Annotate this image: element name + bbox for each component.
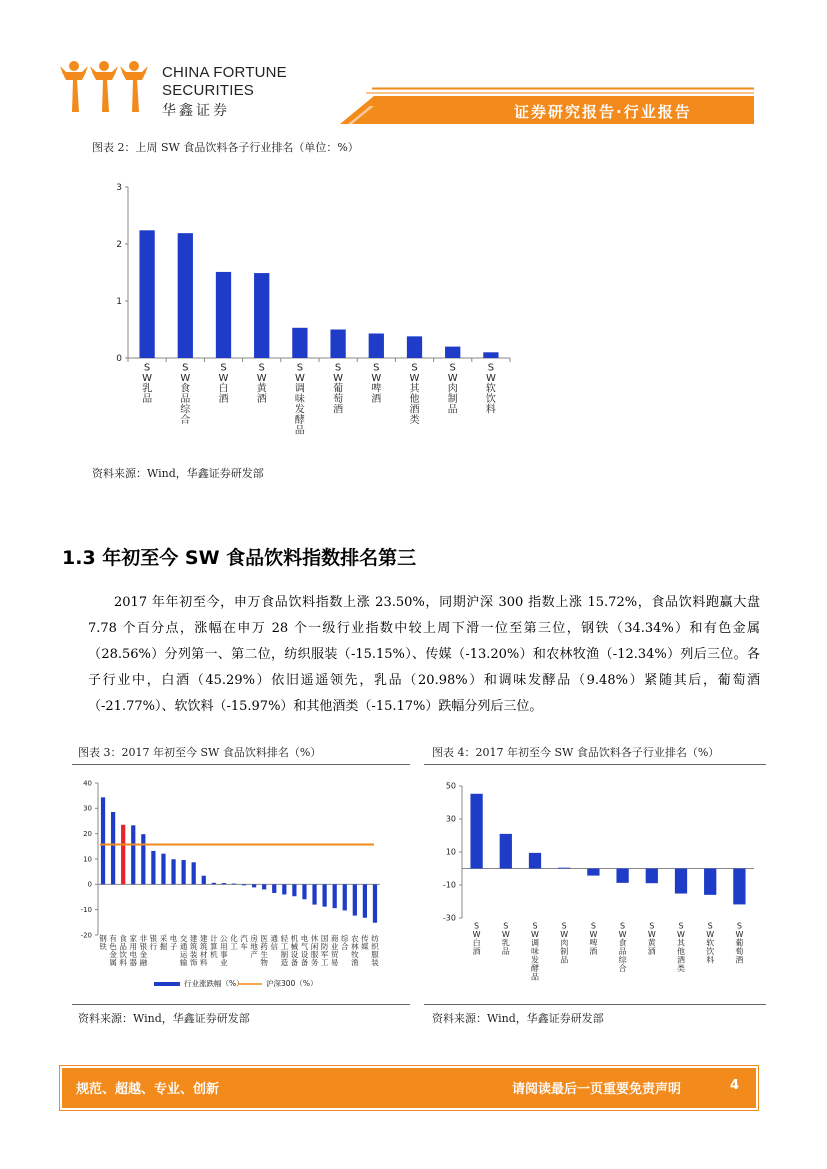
logo-figure-2	[90, 61, 118, 112]
bar	[333, 884, 337, 908]
bar	[272, 884, 276, 893]
bar	[232, 884, 236, 885]
x-tick-label: S W 肉制品	[447, 362, 458, 416]
figure4-source: 资料来源：Wind，华鑫证券研发部	[432, 1012, 604, 1025]
x-tick-label: 通信	[270, 934, 278, 951]
company-logo-icon	[60, 60, 156, 118]
y-tick-label: 20	[83, 830, 92, 838]
figure2-source: 资料来源：Wind，华鑫证券研发部	[92, 467, 264, 480]
x-tick-label: 农林牧渔	[351, 934, 359, 967]
bar	[202, 876, 206, 885]
figure4-caption: 图表 4：2017 年初至今 SW 食品饮料各子行业排名（%）	[432, 746, 720, 759]
section-title: 1.3 年初至今 SW 食品饮料指数排名第三	[62, 547, 417, 569]
x-tick-label: 银行	[149, 934, 158, 951]
x-tick-label: 交通运输	[179, 934, 188, 967]
bar	[262, 884, 266, 889]
bar	[292, 884, 296, 896]
bar	[646, 869, 658, 884]
x-tick-label: S W 啤酒	[371, 362, 382, 405]
report-type-label: 证券研究报告·行业报告	[514, 103, 692, 121]
bar	[330, 330, 345, 359]
figure4-chart	[424, 770, 766, 1002]
bar	[141, 834, 145, 884]
logo-figure-1	[60, 61, 88, 112]
bar	[111, 812, 115, 884]
x-tick-label: 医药生物	[260, 934, 268, 967]
x-tick-label: S W 白酒	[218, 362, 229, 405]
y-tick-label: 40	[83, 779, 92, 788]
bar	[587, 869, 599, 876]
bar	[101, 797, 105, 884]
bar	[322, 884, 326, 906]
x-tick-label: 机械设备	[290, 934, 299, 967]
y-tick-label: 2	[116, 240, 122, 250]
x-tick-label: S W 软饮料	[485, 362, 496, 416]
x-tick-label: 公用事业	[220, 934, 228, 967]
x-tick-label: 电子	[169, 934, 178, 951]
bar	[139, 230, 154, 358]
company-name-en-line1: CHINA FORTUNE	[162, 64, 287, 81]
legend-label-line: 沪深300（%）	[266, 979, 318, 988]
y-tick-label: -10	[80, 906, 92, 914]
y-tick-label: 0	[116, 354, 122, 364]
x-tick-label: S W 肉制品	[560, 921, 569, 965]
x-tick-label: 汽车	[240, 934, 248, 951]
bar	[171, 859, 175, 884]
figure4-rule-bottom	[424, 1004, 766, 1005]
bar	[704, 869, 716, 895]
bar	[445, 347, 460, 358]
y-tick-label: 10	[83, 855, 92, 864]
bar	[222, 883, 226, 884]
x-tick-label: 纺织服装	[371, 934, 379, 967]
figure3-chart	[72, 770, 410, 1002]
bar	[216, 272, 231, 358]
company-name-cn: 华鑫证券	[162, 103, 230, 119]
y-tick-label: 0	[87, 880, 92, 889]
figure3-rule-top	[72, 764, 410, 765]
bar	[131, 825, 135, 884]
x-tick-label: S W 食品综合	[180, 362, 191, 426]
legend-label-bars: 行业涨跌幅（%）	[184, 979, 244, 988]
bar	[529, 853, 541, 869]
bar	[181, 860, 185, 884]
x-tick-label: 休闲服务	[310, 934, 319, 967]
y-tick-label: 3	[116, 183, 122, 193]
bar	[192, 862, 196, 884]
bar	[353, 884, 357, 915]
x-tick-label: S W 调味发酵品	[531, 921, 539, 982]
x-tick-label: 钢铁	[99, 934, 107, 951]
x-tick-label: 国防军工	[320, 934, 329, 967]
section-paragraph: 2017 年年初至今，申万食品饮料指数上涨 23.50%，同期沪深 300 指数上涨 15.72%，食品饮料跑赢大盘 7.78 个百分点，涨幅在申万 28 个一级行业指数中较上周下滑一位至第三位，钢铁（34.34%）和有色金属（28.56%）分列第一、第二位，纺织服装（-15.15%）、传媒（-13.20%）和农林牧渔（-12.34%）列后三位。各子行业中，白酒（45.29%）依旧遥遥领先，乳品（20.98%）和调味发酵品（9.48%）紧随其后，葡萄酒（-21.77%）、软饮料（-15.97%）和其他酒类（-15.17%）跌幅分列后三位。	[88, 595, 760, 714]
bar	[675, 869, 687, 894]
x-tick-label: 商业贸易	[330, 934, 339, 967]
bar	[373, 884, 377, 922]
y-tick-label: 10	[445, 847, 456, 857]
x-tick-label: 轻工制造	[280, 934, 289, 967]
x-tick-label: 建筑材料	[200, 934, 208, 967]
x-tick-label: 非银金融	[139, 934, 148, 967]
bar	[242, 884, 246, 885]
x-tick-label: 电气设备	[300, 934, 309, 967]
bar	[616, 869, 628, 883]
x-tick-label: 采掘	[159, 934, 168, 951]
x-tick-label: 计算机	[210, 934, 218, 959]
x-tick-label: S W 乳品	[142, 362, 153, 405]
page-header	[0, 0, 827, 130]
logo-figure-3	[120, 61, 148, 112]
x-tick-label: S W 白酒	[472, 921, 481, 956]
figure2-chart	[90, 170, 530, 450]
bar	[369, 333, 384, 358]
y-tick-label: -30	[442, 913, 456, 923]
x-tick-label: S W 食品综合	[618, 921, 627, 973]
bar	[121, 825, 125, 885]
x-tick-label: 传媒	[361, 934, 369, 951]
bar	[500, 834, 512, 869]
figure2-caption: 图表 2：上周 SW 食品饮料各子行业排名（单位：%）	[92, 141, 359, 154]
y-tick-label: 1	[116, 297, 122, 307]
y-tick-label: 30	[83, 804, 92, 813]
x-tick-label: 建筑装饰	[189, 934, 198, 967]
x-tick-label: S W 其他酒类	[677, 921, 685, 973]
bar	[343, 884, 347, 910]
x-tick-label: 家用电器	[129, 934, 137, 967]
legend-swatch-bars	[154, 982, 180, 986]
x-tick-label: S W 啤酒	[589, 921, 598, 956]
x-tick-label: S W 其他酒类	[409, 362, 420, 426]
bar	[161, 854, 165, 885]
y-tick-label: -10	[442, 880, 456, 890]
bar	[302, 884, 306, 899]
footer-page-number: 4	[730, 1078, 740, 1093]
bar	[151, 851, 155, 884]
x-tick-label: S W 黄酒	[256, 362, 267, 405]
y-tick-label: 50	[445, 781, 456, 791]
x-tick-label: S W 葡萄酒	[735, 921, 744, 965]
figure4-rule-top	[424, 764, 766, 765]
y-tick-label: -20	[80, 931, 92, 940]
x-tick-label: S W 乳品	[501, 921, 510, 956]
x-tick-label: S W 葡萄酒	[333, 362, 344, 416]
x-tick-label: S W 软饮料	[706, 921, 715, 965]
bar	[252, 884, 256, 887]
figure3-caption: 图表 3：2017 年初至今 SW 食品饮料排名（%）	[78, 746, 322, 759]
x-tick-label: S W 调味发酵品	[294, 362, 305, 437]
bar	[407, 336, 422, 358]
bar	[254, 273, 269, 358]
x-tick-label: 化工	[230, 934, 238, 951]
bar	[312, 884, 316, 904]
bar	[558, 868, 570, 869]
bar	[178, 233, 193, 358]
bar	[282, 884, 286, 894]
x-tick-label: 房地产	[250, 934, 258, 959]
bar	[483, 352, 498, 358]
x-tick-label: S W 黄酒	[647, 921, 656, 956]
x-tick-label: 有色金属	[109, 934, 117, 967]
figure3-rule-bottom	[72, 1004, 410, 1005]
bar	[470, 794, 482, 869]
figure3-source: 资料来源：Wind，华鑫证券研发部	[78, 1012, 250, 1025]
bar	[292, 328, 307, 358]
x-tick-label: 综合	[341, 934, 349, 951]
company-name-en-line2: SECURITIES	[162, 82, 255, 99]
y-tick-label: 30	[445, 814, 456, 824]
footer-slogan: 规范、超越、专业、创新	[76, 1082, 220, 1097]
bar	[212, 883, 216, 885]
footer-disclaimer: 请阅读最后一页重要免责声明	[512, 1082, 682, 1097]
x-tick-label: 食品饮料	[119, 934, 127, 967]
bar	[363, 884, 367, 917]
bar	[733, 869, 745, 905]
